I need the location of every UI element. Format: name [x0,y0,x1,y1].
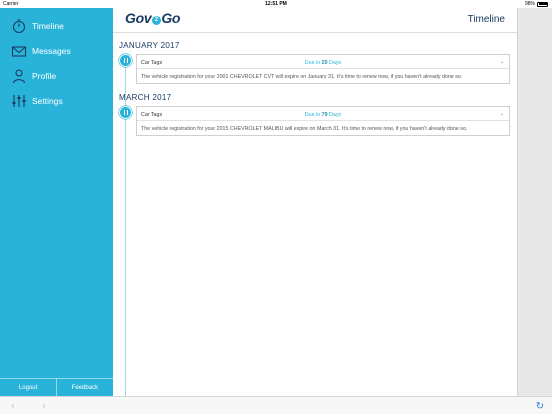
envelope-icon [11,43,27,59]
bottom-toolbar [0,396,552,414]
sidebar-item-label: Settings [32,96,63,106]
logout-button[interactable]: Logout [18,384,38,391]
refresh-icon[interactable]: ↻ [535,400,545,412]
chevron-down-icon[interactable]: ⌄ [499,110,504,117]
main-panel [113,8,517,396]
logo-text-right: Go [161,10,181,26]
chevron-right-icon[interactable]: › [42,400,46,412]
battery-indicator [525,1,548,7]
header-divider [113,32,517,33]
month-heading: JANUARY 2017 [119,41,180,50]
sidebar [0,8,113,396]
logo-badge: 2 [152,16,161,25]
chevron-left-icon[interactable]: ‹ [11,400,15,412]
app-logo [125,10,180,26]
due-days: 79 [321,111,328,118]
status-bar [0,0,552,8]
right-gutter [517,8,552,396]
battery-percent: 98% [524,1,535,7]
clock: 12:51 PM [265,1,287,7]
sidebar-item-label: Profile [32,71,57,81]
card-header[interactable] [137,55,509,69]
sidebar-item-settings[interactable] [0,90,113,112]
carrier-label: Carrier [3,1,19,7]
due-label: Due in 79 Days [304,111,342,118]
sidebar-item-timeline[interactable] [0,15,113,37]
feedback-button[interactable]: Feedback [71,384,99,391]
page-title: Timeline [467,14,505,25]
card-category: Car Tags [141,111,163,118]
due-label: Due in 20 Days [304,59,342,66]
sidebar-item-label: Timeline [32,21,64,31]
card-category: Car Tags [141,59,163,66]
stopwatch-icon [11,18,27,34]
reminder-card[interactable] [136,54,510,84]
sidebar-footer [0,378,113,396]
reminder-card[interactable] [136,106,510,136]
battery-icon [537,2,548,7]
sidebar-item-messages[interactable] [0,40,113,62]
timeline-dot-icon [119,54,132,67]
card-header[interactable] [137,107,509,121]
logo-text-left: Gov [125,10,152,26]
person-icon [11,68,27,84]
timeline-dot-icon [119,106,132,119]
sliders-icon [11,93,27,109]
chevron-down-icon[interactable]: ⌄ [499,58,504,65]
card-message: The vehicle registration for your 2015 CHEVROLET MALIBU will expire on March 31. It's time to renew now, if you haven't already done so. [141,125,468,132]
sidebar-item-label: Messages [32,46,71,56]
card-message: The vehicle registration for your 2001 CHEVROLET CVT will expire on January 31. It's time to renew now, if you haven't already done so. [141,73,463,80]
due-days: 20 [321,59,328,66]
sidebar-item-profile[interactable] [0,65,113,87]
month-heading: MARCH 2017 [119,93,172,102]
